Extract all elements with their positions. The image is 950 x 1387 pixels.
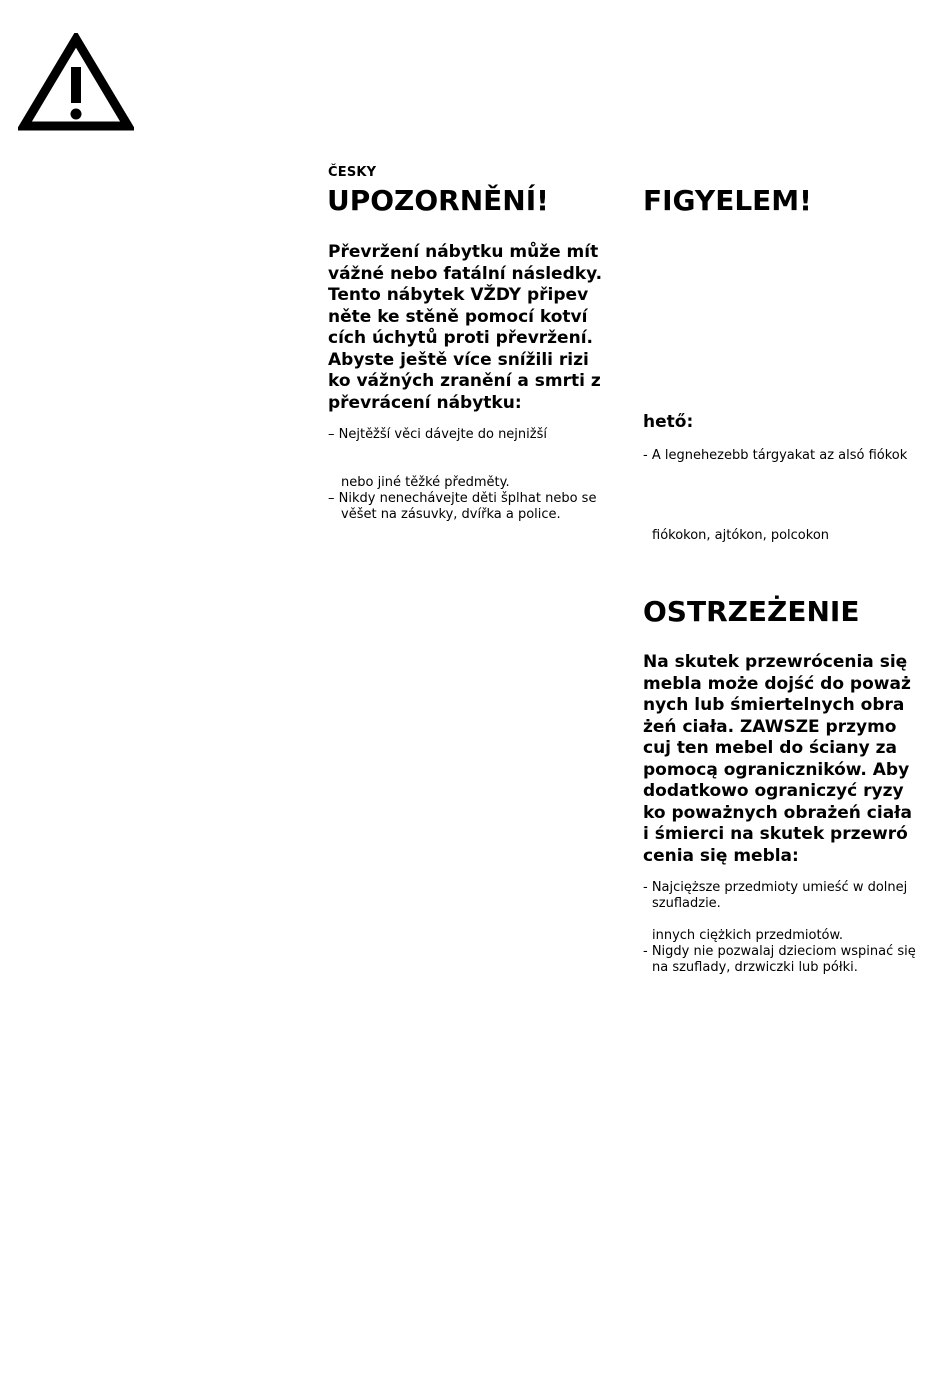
list-item-continuation: fiókokon, ajtókon, polcokon <box>652 528 830 543</box>
lead-line: cuj ten mebel do ściany za <box>643 738 898 758</box>
list-block-polish-1 <box>643 880 907 912</box>
list-item-hungarian-1: - A legnehezebb tárgyakat az alsó fiókok <box>643 448 908 463</box>
list-block-polish-2 <box>643 928 916 976</box>
lead-line: ko vážných zranění a smrti z <box>328 371 601 391</box>
list-item-polish-1: - Najcięższe przedmioty umieść w dolnej <box>643 880 908 895</box>
lead-line: mebla może dojść do poważ <box>643 673 911 694</box>
lead-line: cích úchytů proti převržení. <box>328 328 593 348</box>
lead-line: Tento nábytek VŽDY připev <box>328 285 589 305</box>
list-item-czech-1: – Nejtěžší věci dávejte do nejnižší <box>328 427 547 442</box>
lead-line: vážné nebo fatální následky. <box>328 263 603 284</box>
lead-line: pomocą ograniczników. Aby <box>643 759 910 780</box>
lead-line: něte ke stěně pomocí kotví <box>328 306 588 327</box>
lead-text-polish <box>643 652 912 867</box>
list-item-continuation: nebo jiné těžké předměty. <box>341 475 510 490</box>
list-item-continuation: věšet na zásuvky, dvířka a police. <box>341 507 561 522</box>
lead-line: dodatkowo ograniczyć ryzy <box>643 781 904 801</box>
language-label-czech: ČESKY <box>328 165 377 180</box>
list-item-continuation: na szuflady, drzwiczki lub półki. <box>652 960 858 975</box>
lead-text-hungarian: hető: <box>643 412 694 432</box>
list-item-continuation: innych ciężkich przedmiotów. <box>652 928 844 943</box>
lead-line: ko poważnych obrażeń ciała <box>643 802 912 823</box>
heading-czech: UPOZORNĚNÍ! <box>327 184 549 217</box>
list-block-czech <box>328 475 596 523</box>
lead-line: Převržení nábytku může mít <box>328 242 599 262</box>
lead-line: cenia się mebla: <box>643 845 799 866</box>
list-item-czech-2: – Nikdy nenechávejte děti šplhat nebo se <box>328 491 597 506</box>
heading-hungarian: FIGYELEM! <box>643 184 812 217</box>
lead-line: Na skutek przewrócenia się <box>643 652 908 672</box>
lead-line: żeń ciała. ZAWSZE przymo <box>643 716 897 737</box>
list-item-polish-2: - Nigdy nie pozwalaj dzieciom wspinać się <box>643 944 916 959</box>
lead-line: i śmierci na skutek przewró <box>643 824 908 844</box>
lead-line: nych lub śmiertelnych obra <box>643 695 905 715</box>
warning-triangle-icon <box>18 33 134 133</box>
lead-line: Abyste ještě více snížili rizi <box>328 349 589 370</box>
heading-polish: OSTRZEŻENIE <box>643 595 860 628</box>
lead-line: převrácení nábytku: <box>328 392 522 413</box>
lead-text-czech <box>328 242 602 414</box>
list-item-continuation: szufladzie. <box>652 896 721 911</box>
